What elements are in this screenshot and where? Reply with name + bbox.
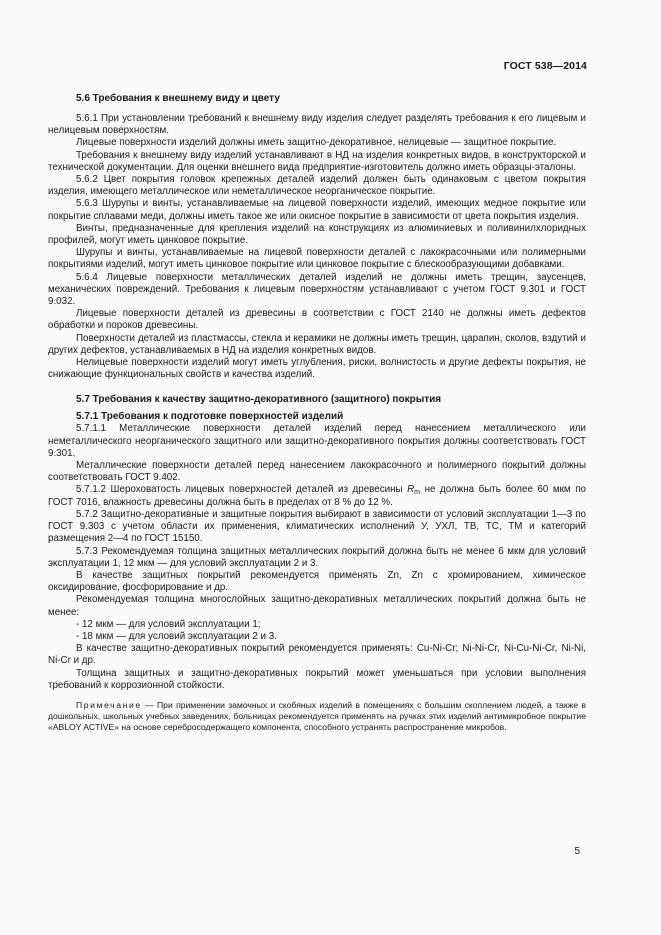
list-item: - 18 мкм — для условий эксплуатации 2 и 3. (76, 630, 277, 642)
paragraph: В качестве защитно-декоративных покрытий рекомендуется применять: Cu-Ni-Cr; Ni-Ni-Cr, Ni-Cu-Ni-Cr, Ni-Ni, Ni-Cr и др. (48, 643, 586, 667)
paragraph-roughness: 5.7.1.2 Шероховатость лицевых поверхностей деталей из древесины $R_m$ не должна быть более 60 мкм по ГОСТ 7016, влажность древесины должна быть в пределах от 8 % до 12 %. (48, 484, 586, 508)
paragraph: Нелицевые поверхности изделий могут иметь углубления, риски, волнистость и другие дефекты покрытия, не снижающие функциональных свойств и качества изделий. (48, 357, 586, 381)
section-heading-5-6: 5.6 Требования к внешнему виду и цвету (76, 93, 280, 104)
note-text: — При применении замочных и скобяных изделий в помещениях с большим скоплением людей, а также в дошкольных, школьных учебных заведениях, больницах рекомендуется применять на ручках этих изделий антимикробное покрытие «ABLOY ACTIVE» на основе серебросодержащего компонента, способного устранять распространение микробов. (48, 699, 586, 733)
paragraph: 5.6.4 Лицевые поверхности металлических деталей изделий не должны иметь трещин, заусенцев, механических повреждений. Требования к лицевым поверхностям устанавливают с учетом ГОСТ 9.301 и ГОСТ 9.032. (48, 271, 586, 308)
note-label: Примечание (76, 699, 142, 710)
paragraph: 5.7.3 Рекомендуемая толщина защитных металлических покрытий должна быть не менее 6 мкм для условий эксплуатации 1, 12 мкм — для условий эксплуатации 2 и 3. (48, 545, 586, 569)
paragraph: Требования к внешнему виду изделий устанавливают в НД на изделия конкретных видов, в конструкторской и технической документации. Для оценки внешнего вида предприятие-изготовитель должно иметь образцы-эталоны. (48, 149, 586, 173)
paragraph: Рекомендуемая толщина многослойных защитно-декоративных металлических покрытий должна быть не менее: (48, 594, 586, 618)
paragraph: 5.6.2 Цвет покрытия головок крепежных деталей изделий должен быть одинаковым с цветом покрытия изделия, имеющего металлическое или неметаллическое неорганическое покрытие. (48, 174, 586, 198)
paragraph: 5.7.2 Защитно-декоративные и защитные покрытия выбирают в зависимости от условий эксплуатации 1—3 по ГОСТ 9.303 с учетом области их применения, климатических исполнений У, УХЛ, ТВ, ТС, ТМ и категорий размещения 2—4 по ГОСТ 15150. (48, 508, 586, 545)
note (48, 700, 586, 734)
paragraph: Металлические поверхности деталей перед нанесением лакокрасочного и полимерного покрытий должны соответствовать ГОСТ 9.402. (48, 460, 586, 484)
document-body (48, 92, 586, 734)
standard-number: ГОСТ 538—2014 (503, 60, 587, 72)
paragraph: 5.6.1 При установлении требований к внешнему виду изделия следует разделять требования к его лицевым и нелицевым поверхностям. (48, 113, 586, 137)
paragraph: Поверхности деталей из пластмассы, стекла и керамики не должны иметь трещин, царапин, сколов, вздутий и других дефектов, устанавливаемых в НД на изделия конкретных видов. (48, 332, 586, 356)
paragraph: Толщина защитных и защитно-декоративных покрытий может уменьшаться при условии выполнения требований к коррозионной стойкости. (48, 667, 586, 691)
paragraph: Шурупы и винты, устанавливаемые на лицевой поверхности деталей с лакокрасочными или полимерными покрытиями изделий, могут иметь цинковое покрытие или цинковое покрытие с блескообразующими добавками. (48, 247, 586, 271)
roughness-subscript: m (414, 489, 421, 497)
paragraph: 5.7.1.1 Металлические поверхности деталей изделий перед нанесением металлического или неметаллического неорганического защитного или защитно-декоративного покрытия должны соответствовать ГОСТ 9.301. (48, 423, 586, 459)
section-heading-5-7: 5.7 Требования к качеству защитно-декоративного (защитного) покрытия (76, 394, 442, 406)
paragraph: Винты, предназначенные для крепления изделий на конструкциях из алюминиевых и поливинилхлоридных профилей, могут иметь цинковое покрытие. (48, 222, 586, 247)
paragraph: Лицевые поверхности изделий должны иметь защитно-декоративное, нелицевые — защитное покрытие. (76, 137, 557, 149)
thickness-list (48, 619, 586, 643)
roughness-symbol: R (407, 484, 415, 496)
page-number: 5 (574, 846, 580, 857)
paragraph: В качестве защитных покрытий рекомендуется применять Zn, Zn с хромированием, химическое оксидирование, фосфорирование и др. (48, 569, 586, 594)
subsection-heading-5-7-1: 5.7.1 Требования к подготовке поверхностей изделий (76, 411, 344, 423)
paragraph: Лицевые поверхности деталей из древесины в соответствии с ГОСТ 2140 не должны иметь дефектов обработки и пороков древесины. (48, 308, 586, 332)
paragraph: 5.6.3 Шурупы и винты, устанавливаемые на лицевой поверхности изделий, имеющих медное покрытие или покрытие сплавами меди, должны иметь такое же или окисное покрытие в зависимости от цвета покрытия изделия. (48, 198, 586, 222)
list-item: - 12 мкм — для условий эксплуатации 1; (76, 618, 261, 630)
